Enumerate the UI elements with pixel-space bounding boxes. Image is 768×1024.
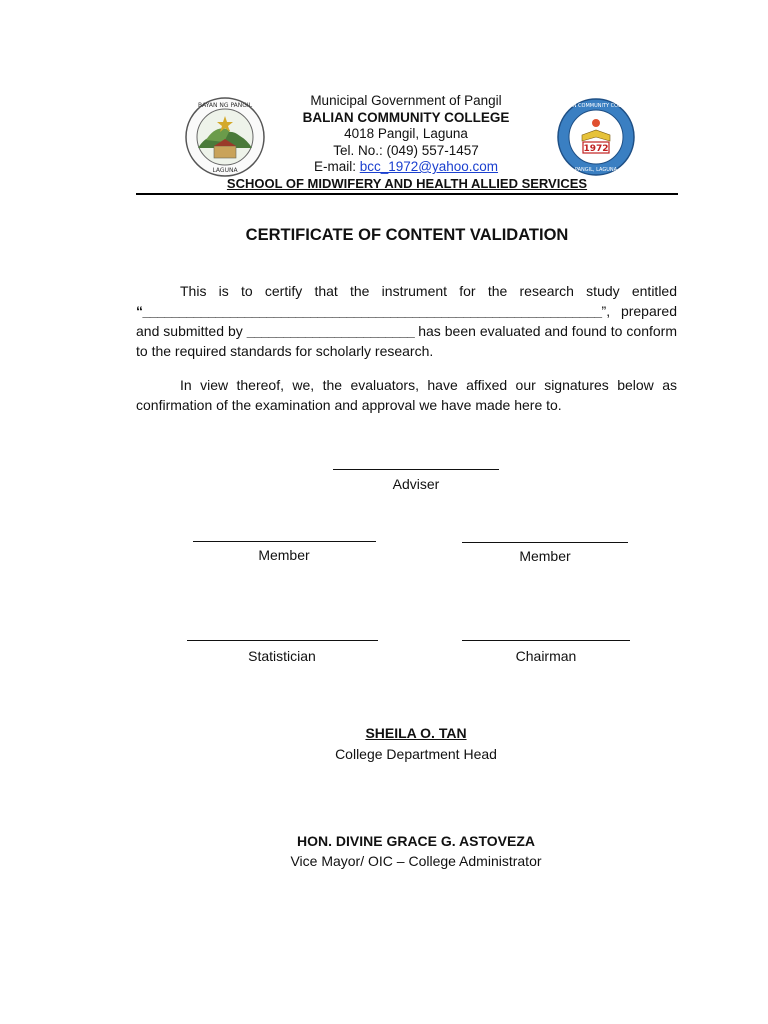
college-address: 4018 Pangil, Laguna — [344, 126, 468, 141]
svg-text:BALIAN COMMUNITY COLLEGE: BALIAN COMMUNITY COLLEGE — [558, 103, 634, 109]
municipal-government-line: Municipal Government of Pangil — [310, 93, 502, 108]
certification-paragraph — [136, 281, 677, 361]
statistician-signature-line — [187, 640, 378, 641]
svg-text:PANGIL, LAGUNA: PANGIL, LAGUNA — [574, 167, 618, 173]
svg-text:LAGUNA: LAGUNA — [212, 167, 238, 174]
svg-text:1972: 1972 — [583, 144, 609, 154]
department-head-role: College Department Head — [335, 746, 497, 762]
researcher-name-blank: _______________________ — [246, 323, 415, 339]
member-right-label: Member — [519, 548, 571, 564]
research-title-open-quote: “ — [136, 303, 143, 319]
header-divider — [136, 193, 678, 195]
affirmation-paragraph — [136, 375, 677, 415]
email-label: E-mail: — [313, 159, 360, 174]
member-left-label: Member — [258, 547, 310, 563]
college-administrator-role: Vice Mayor/ OIC – College Administrator — [290, 853, 542, 869]
college-name: BALIAN COMMUNITY COLLEGE — [302, 109, 510, 125]
statistician-label: Statistician — [248, 648, 316, 664]
chairman-signature-line — [462, 640, 630, 641]
college-telephone: Tel. No.: (049) 557-1457 — [333, 142, 479, 158]
member-right-signature-line — [462, 542, 628, 543]
research-title-blank: _______________________________________________________________ — [142, 303, 602, 319]
college-email-line — [230, 159, 582, 176]
email-link[interactable]: bcc_1972@yahoo.com — [359, 159, 499, 174]
submitted-by-text: prepared and submitted by — [136, 303, 677, 339]
college-administrator-name: HON. DIVINE GRACE G. ASTOVEZA — [296, 833, 536, 849]
conformity-text: has been evaluated and found to conform to the required standards for scholarly research. — [136, 323, 677, 359]
adviser-signature-line — [333, 469, 499, 470]
school-name: SCHOOL OF MIDWIFERY AND HEALTH ALLIED SERVICES — [226, 176, 588, 191]
affirmation-text: In view thereof, we, the evaluators, have affixed our signatures below as confirmation of the examination and approval we have made here to. — [136, 377, 677, 413]
svg-text:BAYAN NG PANGIL: BAYAN NG PANGIL — [197, 102, 253, 109]
research-title-close-quote: ”, — [601, 303, 611, 319]
letterhead — [230, 93, 582, 176]
certify-text: This is to certify that the instrument for the research study entitled — [180, 283, 677, 299]
department-head-name: SHEILA O. TAN — [365, 725, 467, 741]
member-left-signature-line — [193, 541, 376, 542]
chairman-label: Chairman — [515, 648, 577, 664]
certificate-title: CERTIFICATE OF CONTENT VALIDATION — [245, 226, 569, 244]
adviser-label: Adviser — [392, 476, 440, 492]
